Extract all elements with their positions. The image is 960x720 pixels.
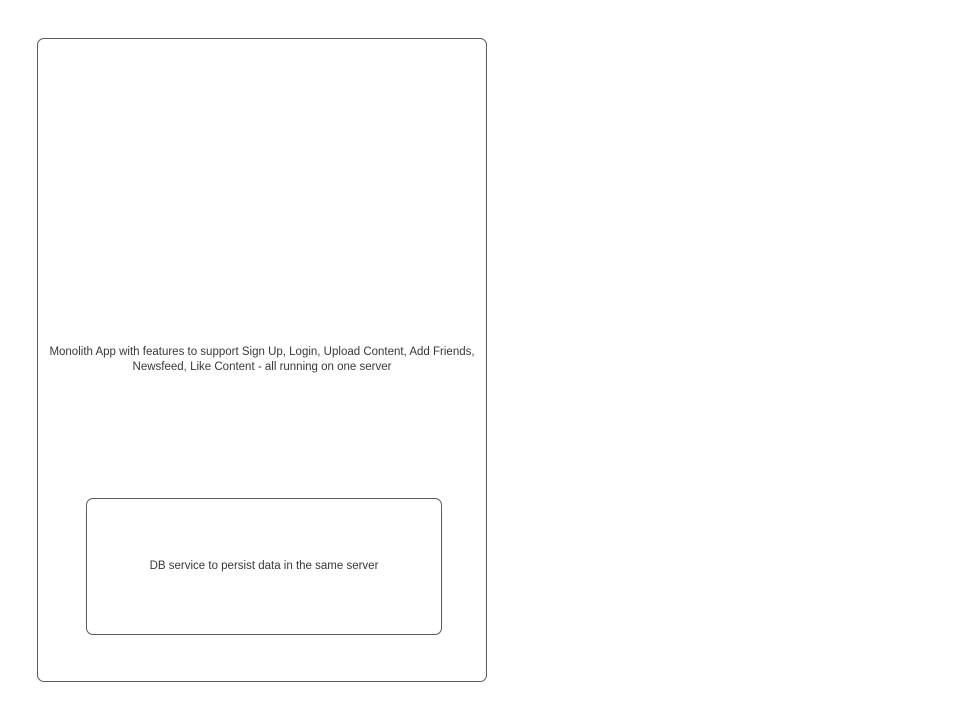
- monolith-app-label: Monolith App with features to support Sign Up, Login, Upload Content, Add Friends, Newsfeed, Like Content - all running on one server: [49, 345, 475, 373]
- monolith-app-node: [37, 38, 487, 682]
- db-service-label: DB service to persist data in the same server: [149, 559, 379, 572]
- db-service-node: [86, 498, 442, 635]
